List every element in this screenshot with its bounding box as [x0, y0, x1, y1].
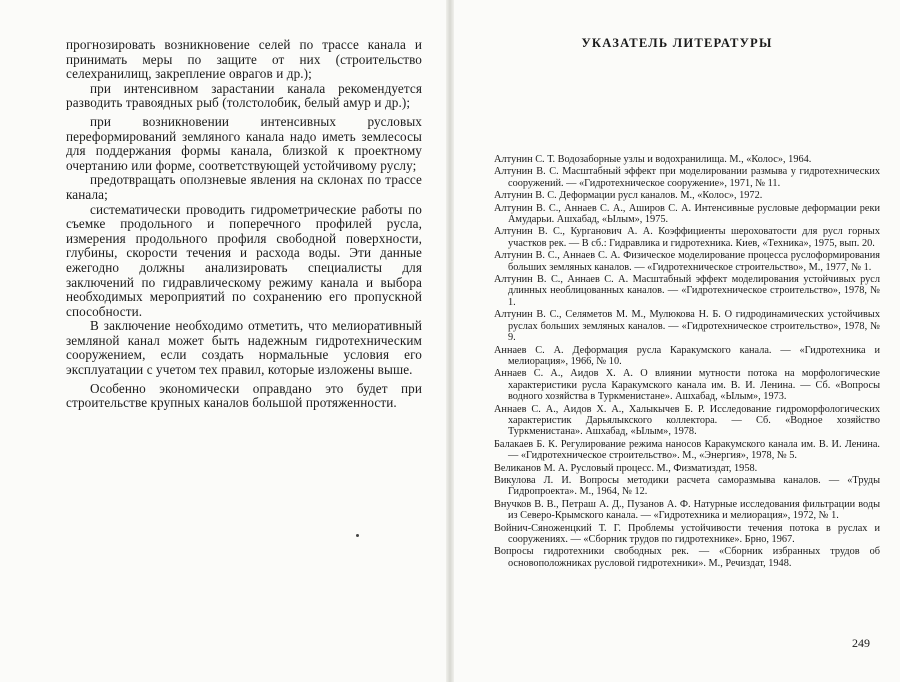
reference-item: Внучков В. В., Петраш А. Д., Пузанов А. Ф. Натурные исследования фильтрации воды из Северо-Крымского канала. — «Гидротехника и мелиорация», 1972, № 1.: [494, 498, 880, 522]
reference-item: Алтунин В. С. Деформации русл каналов. М., «Колос», 1972.: [494, 190, 763, 202]
page-number: 249: [852, 636, 870, 650]
right-page: [450, 0, 900, 682]
print-speck: [356, 534, 359, 537]
reference-item: Алтунин В. С., Курганович А. А. Коэффициенты шероховатости для русл горных участков рек. — В сб.: Гидравлика и гидротехника. Киев, «Техника», 1975, вып. 20.: [494, 226, 880, 249]
paragraph: при возникновении интенсивных русловых переформирований земляного канала надо иметь землесосы для поддержания формы канала, близкой к проектному очертанию или форме, соответствующей устойчивому руслу;: [66, 113, 422, 173]
paragraph: Особенно экономически оправдано это будет при строительстве крупных каналов большой протяженности.: [66, 380, 422, 411]
reference-item: Аннаев С. А. Деформация русла Каракумского канала. — «Гидротехника и мелиорация», 1966, № 10.: [494, 344, 880, 367]
paragraph: предотвращать оползневые явления на склонах по трассе канала;: [66, 172, 422, 202]
left-page-text: [66, 38, 422, 411]
reference-item: Алтунин В. С., Селяметов М. М., Мулюкова Н. Б. О гидродинамических устойчивых руслах больших земляных каналов. — «Гидротехническое строительство», 1978, № 9.: [494, 309, 880, 344]
paragraph: систематически проводить гидрометрические работы по съемке продольного и поперечного профилей русла, измерения продольного профиля свободной поверхности, глубины, скорости течения и расхода воды. Эти данные ежегодно должны анализировать специалисты для заключений по гидравлическому режиму канала и выбора необходимых мероприятий по сохранению его пропускной способности.: [66, 201, 422, 319]
reference-list: [494, 154, 880, 569]
paragraph: В заключение необходимо отметить, что мелиоративный земляной канал может быть надежным гидротехническим сооружением, если создать нормальные условия его эксплуатации с учетом тех правил, которые изложены выше.: [66, 318, 422, 378]
reference-item: Аннаев С. А., Аидов Х. А. О влиянии мутности потока на морфологические характеристики русла Каракумского канала им. В. И. Ленина. — Сб. «Вопросы водного хозяйства в Туркменистане». Ашхабад, «Ылым», 1973.: [494, 368, 880, 403]
paragraph: прогнозировать возникновение селей по трассе канала и принимать меры по защите от них (строительство селехранилищ, закрепление оврагов и др.);: [66, 37, 422, 82]
reference-item: Вопросы гидротехники свободных рек. — «Сборник избранных трудов об основоположниках русловой гидротехники». М., Речиздат, 1948.: [494, 546, 880, 569]
reference-item: Алтунин В. С. Масштабный эффект при моделировании размыва у гидротехнических сооружений. — «Гидротехническое сооружение», 1971, № 11.: [494, 166, 880, 189]
reference-item: Викулова Л. И. Вопросы методики расчета саморазмыва каналов. — «Труды Гидропроекта». М., 1964, № 12.: [494, 474, 880, 498]
references-heading: УКАЗАТЕЛЬ ЛИТЕРАТУРЫ: [581, 36, 773, 50]
reference-item: Аннаев С. А., Аидов Х. А., Халыкычев Б. Р. Исследование гидроморфологических характеристик Дарьялыкского коллектора. — Сб. «Водное хозяйство Туркменистана». Ашхабад, «Ылым», 1978.: [494, 403, 880, 438]
reference-item: Алтунин С. Т. Водозаборные узлы и водохранилища. М., «Колос», 1964.: [494, 154, 812, 165]
reference-item: Алтунин В. С., Аннаев С. А., Аширов С. А. Интенсивные русловые деформации реки Амударьи. Ашхабад, «Ылым», 1975.: [494, 202, 880, 226]
reference-item: Войнич-Сяноженцкий Т. Г. Проблемы устойчивости течения потока в руслах и сооружениях. — «Сборник трудов по гидротехнике». Брно, 1967.: [494, 522, 880, 545]
paragraph: при интенсивном зарастании канала рекомендуется разводить травоядных рыб (толстолобик, белый амур и др.);: [66, 80, 422, 111]
reference-item: Великанов М. А. Русловый процесс. М., Физматиздат, 1958.: [494, 462, 758, 474]
reference-item: Алтунин В. С., Аннаев С. А. Физическое моделирование процесса руслоформирования больших земляных каналов. — «Гидротехническое строительство», М., 1977, № 1.: [494, 250, 880, 273]
reference-item: Балакаев Б. К. Регулирование режима наносов Каракумского канала им. В. И. Ленина. — «Гидротехническое строительство». М., «Энергия», 1978, № 5.: [494, 438, 880, 462]
reference-item: Алтунин В. С., Аннаев С. А. Масштабный эффект моделирования устойчивых русл длинных необлицованных каналов. — «Гидротехническое строительство», 1978, № 1.: [494, 274, 880, 308]
